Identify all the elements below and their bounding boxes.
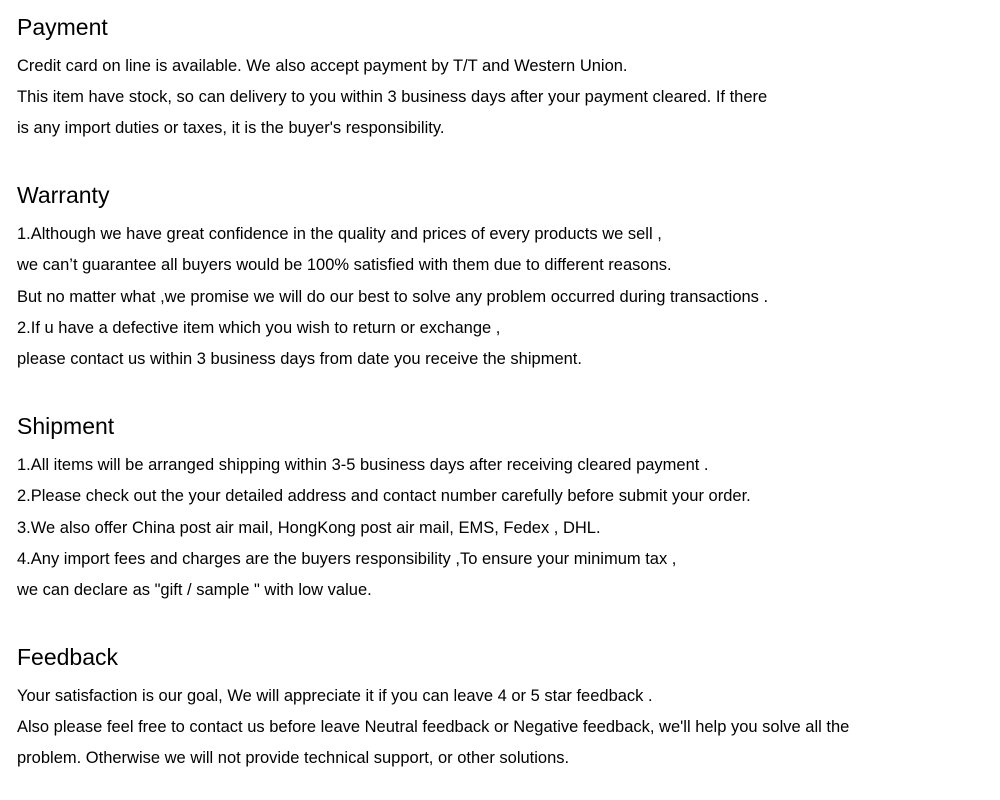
payment-line: is any import duties or taxes, it is the buyer's responsibility. (17, 119, 445, 137)
warranty-line: 1.Although we have great confidence in the quality and prices of every products we sell , (17, 225, 662, 243)
warranty-heading: Warranty (17, 182, 110, 208)
warranty-line: we can’t guarantee all buyers would be 100% satisfied with them due to different reasons. (17, 256, 672, 274)
shipment-heading: Shipment (17, 413, 115, 439)
payment-heading: Payment (17, 14, 108, 40)
shipment-line: we can declare as "gift / sample " with low value. (17, 581, 372, 599)
warranty-line: please contact us within 3 business days from date you receive the shipment. (17, 350, 582, 368)
payment-line: This item have stock, so can delivery to you within 3 business days after your payment cleared. If there (17, 88, 768, 106)
feedback-line: Your satisfaction is our goal, We will appreciate it if you can leave 4 or 5 star feedback . (17, 687, 653, 705)
feedback-line: Also please feel free to contact us before leave Neutral feedback or Negative feedback, we'll help you solve all the (17, 718, 850, 736)
warranty-line: But no matter what ,we promise we will do our best to solve any problem occurred during transactions . (17, 288, 769, 306)
shipment-line: 4.Any import fees and charges are the buyers responsibility ,To ensure your minimum tax , (17, 550, 677, 568)
feedback-heading: Feedback (17, 644, 119, 670)
warranty-line: 2.If u have a defective item which you wish to return or exchange , (17, 319, 501, 337)
shipment-line: 2.Please check out the your detailed address and contact number carefully before submit your order. (17, 487, 751, 505)
feedback-line: problem. Otherwise we will not provide technical support, or other solutions. (17, 749, 570, 767)
shipment-line: 3.We also offer China post air mail, HongKong post air mail, EMS, Fedex , DHL. (17, 519, 601, 537)
shipment-line: 1.All items will be arranged shipping within 3-5 business days after receiving cleared payment . (17, 456, 709, 474)
payment-line: Credit card on line is available. We also accept payment by T/T and Western Union. (17, 57, 628, 75)
